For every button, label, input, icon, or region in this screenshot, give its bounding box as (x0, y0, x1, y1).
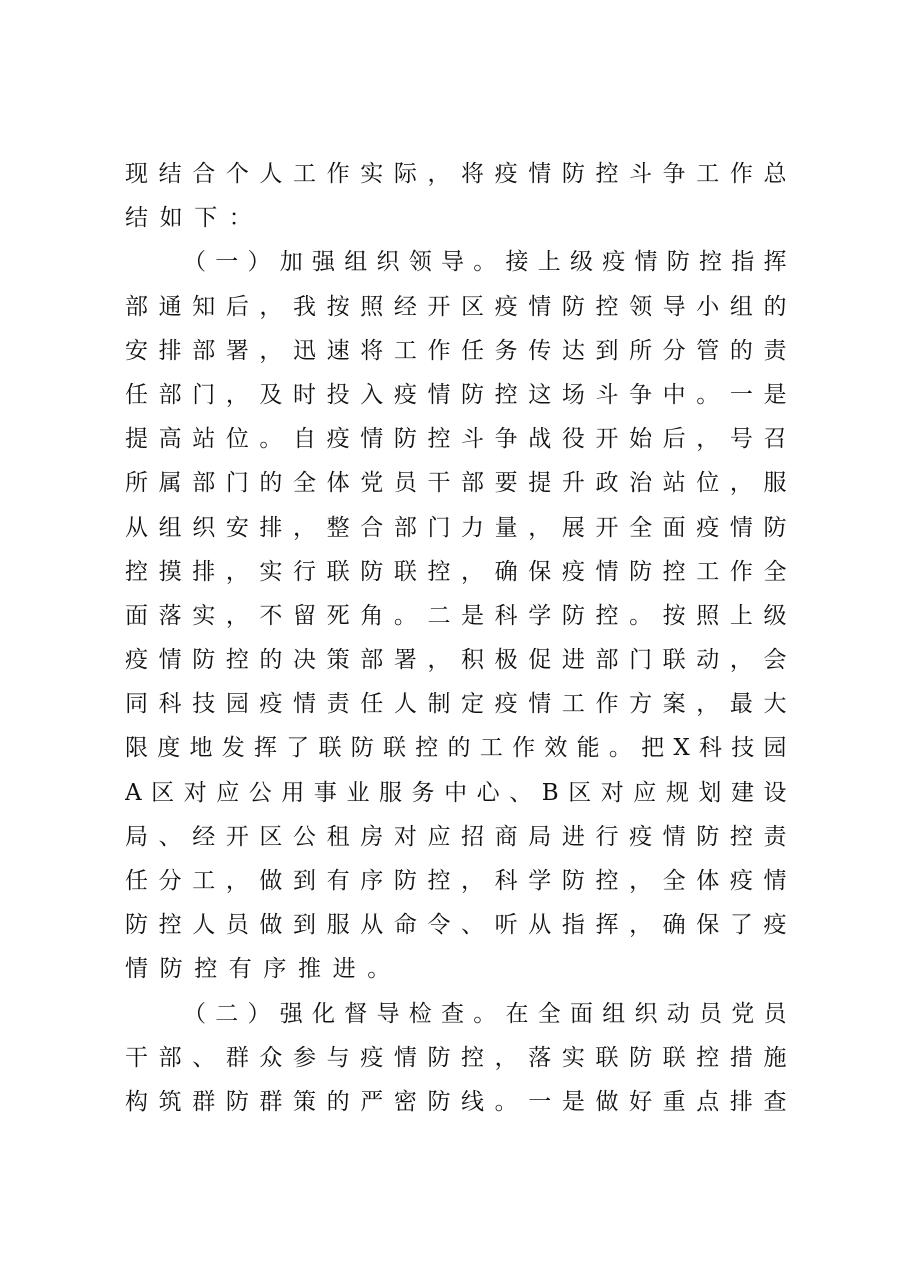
text-line: 现结合个人工作实际，将疫情防控斗争工作总 (125, 161, 787, 187)
text-line: 局、经开区公租房对应招商局进行疫情防控责 (125, 823, 787, 850)
text-line: 疫情防控的决策部署，积极促进部门联动，会 (125, 647, 787, 674)
text-line: 所属部门的全体党员干部要提升政治站位，服 (125, 470, 787, 497)
text-line: 提高站位。自疫情防控斗争战役开始后，号召 (125, 426, 787, 453)
text-line: 任部门，及时投入疫情防控这场斗争中。一是 (125, 381, 787, 408)
document-body (125, 152, 787, 1124)
text-line: 干部、群众参与疫情防控，落实联防联控措施 (125, 1044, 787, 1071)
text-line: 部通知后，我按照经开区疫情防控领导小组的 (125, 293, 787, 320)
text-line: 限度地发挥了联防联控的工作效能。把X科技园 (125, 735, 787, 762)
text-line: 防控人员做到服从命令、听从指挥，确保了疫 (125, 912, 787, 939)
text-line: 同科技园疫情责任人制定疫情工作方案，最大 (125, 691, 787, 718)
text-line: 构筑群防群策的严密防线。一是做好重点排查 (125, 1088, 787, 1115)
paragraph-start-line: （二）强化督导检查。在全面组织动员党员 (183, 1000, 787, 1027)
text-line: 安排部署，迅速将工作任务传达到所分管的责 (125, 337, 787, 364)
text-line: 面落实，不留死角。二是科学防控。按照上级 (125, 602, 787, 629)
paragraph-start-line: （一）加强组织领导。接上级疫情防控指挥 (183, 249, 787, 276)
text-line: 控摸排，实行联防联控，确保疫情防控工作全 (125, 558, 787, 585)
text-line: 从组织安排，整合部门力量，展开全面疫情防 (125, 514, 787, 541)
text-line: A区对应公用事业服务中心、B区对应规划建设 (125, 779, 787, 806)
text-line: 任分工，做到有序防控，科学防控，全体疫情 (125, 868, 787, 894)
text-line: 结如下： (125, 205, 264, 232)
text-line: 情防控有序推进。 (125, 956, 402, 983)
